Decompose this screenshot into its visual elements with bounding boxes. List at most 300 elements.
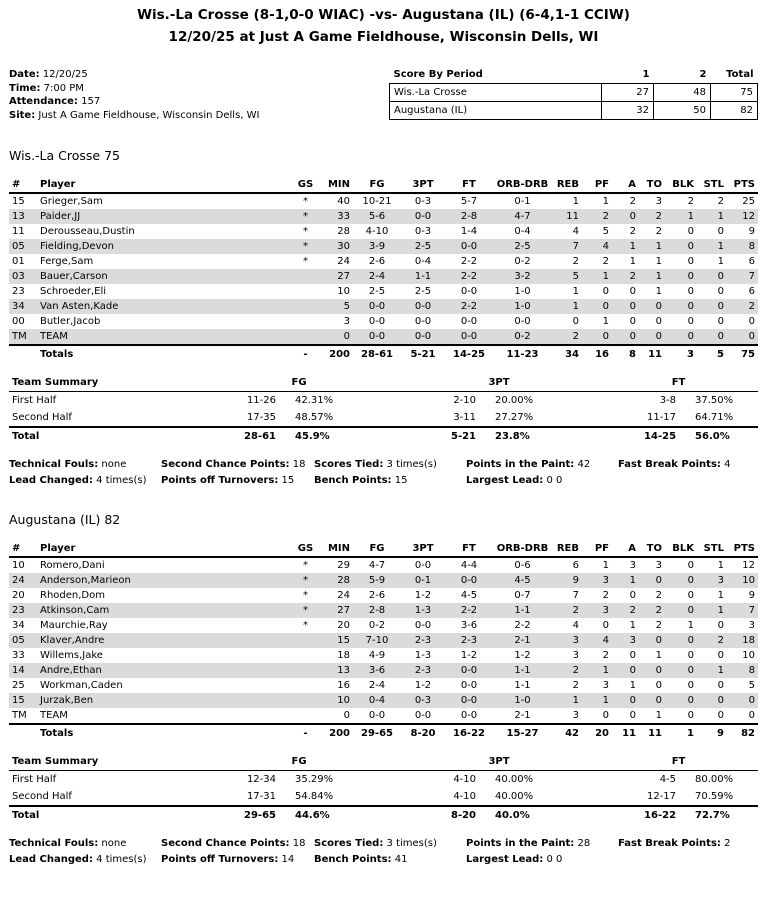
stat-cell: 2-6 [368,590,386,601]
stat-cell: 20.00% [495,394,534,406]
stat-cell: Total [9,427,199,445]
stat-cell: Andre,Ethan [37,663,292,678]
stat-cell: 1 [552,693,582,708]
stat-cell: Total [9,806,199,824]
stat-cell: 6 [748,256,755,267]
stat-cell: 8 [612,345,639,363]
box-header-row [9,177,758,193]
game-info-block [9,68,389,122]
stat-cell: 10 [742,650,755,661]
stat-cell: 2-5 [401,239,445,254]
stat-cell: 1-4 [460,226,478,237]
stat-cell: 3 [572,650,579,661]
stat-cell: 75 [711,84,758,102]
stat-cell: 0 [629,286,636,297]
note-item [161,459,314,471]
stat-cell: - [292,724,319,742]
stat-cell: 34 [12,620,25,631]
note-label: Points in the Paint: [466,459,575,470]
stat-cell: 28 [319,573,353,588]
stat-cell: 0 [717,286,724,297]
note-value: none [98,838,127,849]
score-row [390,84,758,102]
note-value: 3 times(s) [383,838,437,849]
stat-cell [292,269,319,284]
game-subtitle: 12/20/25 at Just A Game Fieldhouse, Wisconsin Dells, WI [168,29,599,45]
stat-cell: 1 [655,650,662,661]
stat-cell: 28 [337,226,350,237]
date-label: Date: [9,69,40,80]
box-col-header: 3PT [401,541,445,557]
stat-cell: 2 [639,603,665,618]
stat-cell: 5-9 [353,573,401,588]
team-notes [9,838,758,866]
stat-cell: 42.31% [295,394,334,406]
stat-cell: 40.00% [495,790,534,802]
stat-cell: 37.50% [695,394,734,406]
note-label: Points in the Paint: [466,838,575,849]
stat-cell: 8-20 [401,724,445,742]
stat-cell: 0-0 [514,316,531,327]
stat-cell: 2-5 [414,286,432,297]
time-value: 7:00 PM [43,82,84,94]
note-item [314,459,466,471]
score-col-header: Total [726,69,754,80]
stat-cell: 0 [612,663,639,678]
stat-cell: 2 [602,650,609,661]
stat-cell: TEAM [40,710,68,721]
stat-cell: 0-3 [414,196,432,207]
stat-cell: 2 [612,603,639,618]
stat-cell: 16 [582,345,612,363]
stat-cell: 8 [727,239,758,254]
stat-cell: 8 [727,663,758,678]
stat-cell: 6 [572,560,579,571]
stat-cell: 03 [9,269,37,284]
stat-cell: 14-25 [445,345,493,363]
stat-cell: 0 [687,286,694,297]
stat-cell: 0 [582,299,612,314]
stat-cell: 4-4 [460,560,478,571]
stat-cell: 1-0 [493,299,552,314]
stat-cell: 1 [639,269,665,284]
stat-cell: 0 [629,710,636,721]
stat-cell: 0 [319,329,353,345]
stat-cell: 3-6 [353,663,401,678]
box-col-header: A [612,541,639,557]
stat-cell: Second Half [12,411,72,423]
stat-cell: 0-0 [414,560,432,571]
stat-cell: 0 [629,650,636,661]
note-label: Second Chance Points: [161,838,290,849]
stat-cell: 2-4 [368,680,386,691]
stat-cell: 2-3 [401,633,445,648]
stat-cell: 7 [572,590,579,601]
box-col-header: FG [353,541,401,557]
stat-cell: 7 [727,269,758,284]
player-row [9,557,758,573]
note-label: Scores Tied: [314,838,384,849]
stat-cell: 0 [639,633,665,648]
stat-cell: * [292,573,319,588]
stat-cell: 3 [552,633,582,648]
stat-cell: Romero,Dani [40,560,105,571]
stat-cell [292,648,319,663]
stat-cell: 1 [697,239,727,254]
stat-cell: 9 [748,590,755,601]
box-col-header: ORB-DRB [493,177,552,193]
stat-cell: 4 [582,239,612,254]
box-col-header: PTS [727,177,758,193]
note-label: Scores Tied: [314,459,384,470]
attendance-label: Attendance: [9,96,78,107]
stat-cell: * [303,590,308,601]
stat-cell [292,678,319,693]
box-col-header: Player [37,177,292,193]
stat-cell: 20 [12,590,25,601]
stat-cell: 23 [12,286,25,297]
stat-cell: 0 [665,299,697,314]
note-label: Lead Changed: [9,854,93,865]
note-item [466,459,618,471]
box-col-header: REB [552,541,582,557]
note-value: 4 times(s) [92,475,147,486]
stat-cell: Totals [37,345,292,363]
box-col-header: MIN [319,177,353,193]
stat-cell: 5 [552,269,582,284]
summary-row [9,409,758,427]
stat-cell: First Half [12,394,57,406]
stat-cell: Wis.-La Crosse [390,84,602,102]
stat-cell: 1 [665,724,697,742]
attendance-value: 157 [81,96,101,107]
stat-cell: 4-5 [460,590,478,601]
stat-cell: 3 [602,680,609,691]
summary-col-header: FG [199,375,399,392]
stat-cell: * [303,560,308,571]
stat-cell: 0-2 [368,620,386,631]
stat-cell: 5-7 [460,196,478,207]
stat-cell: 3-11 [453,411,477,423]
player-row [9,588,758,603]
stat-cell: 2 [629,226,636,237]
stat-cell: 0 [665,329,697,345]
stat-cell: 0-2 [514,256,531,267]
stat-cell: Butler,Jacob [40,316,101,327]
stat-cell: 05 [9,633,37,648]
stat-cell: 40.0% [479,806,599,824]
stat-cell: 0-0 [414,620,432,631]
stat-cell: 25 [12,680,25,691]
stat-cell: 10 [12,560,25,571]
box-col-header: TO [639,541,665,557]
stat-cell: 11 [612,724,639,742]
note-label: Points off Turnovers: [161,475,279,486]
stat-cell: 27 [602,84,654,102]
stat-cell: 15 [12,196,25,207]
player-row [9,708,758,724]
stat-cell: 11 [552,209,582,224]
note-label: Points off Turnovers: [161,854,279,865]
stat-cell: 2 [552,329,582,345]
player-row [9,678,758,693]
stat-cell: 200 [319,345,353,363]
stat-cell: 11-23 [493,345,552,363]
stat-cell: 1-0 [514,286,531,297]
stat-cell: 5-21 [401,345,445,363]
stat-cell: 0 [687,256,694,267]
note-value: 15 [391,475,408,486]
stat-cell: 23.8% [479,427,599,445]
note-item [466,854,618,866]
stat-cell: 7 [727,603,758,618]
game-date [9,68,389,82]
stat-cell: * [303,226,308,237]
stat-cell: 2-5 [493,239,552,254]
stat-cell: 3 [655,560,662,571]
stat-cell: 0 [639,299,665,314]
stat-cell: 5 [748,680,755,691]
game-meta-row [9,68,758,122]
stat-cell: 2-4 [353,269,401,284]
note-spacer [618,854,758,866]
stat-cell: 4-5 [493,573,552,588]
note-value: none [98,459,127,470]
site-label: Site: [9,109,36,121]
stat-cell [292,284,319,299]
box-col-header: TO [639,177,665,193]
stat-cell: 9 [697,724,727,742]
box-col-header: # [9,541,37,557]
note-item [161,854,314,866]
stat-cell: 4 [582,633,612,648]
stat-cell: 0 [687,710,694,721]
stat-cell: 12 [742,560,755,571]
stat-cell: 2-1 [493,633,552,648]
stat-cell: 11 [639,724,665,742]
stat-cell: 0 [697,693,727,708]
box-col-header: FT [445,541,493,557]
summary-col-header: Team Summary [9,754,199,771]
note-value: 18 [289,459,306,470]
stat-cell: 1-2 [460,650,478,661]
stat-cell: 0 [665,663,697,678]
note-item [618,459,758,471]
stat-cell: 0 [697,299,727,314]
stat-cell: 2-2 [445,603,493,618]
stat-cell: 5 [319,299,353,314]
note-label: Fast Break Points: [618,838,721,849]
player-row [9,693,758,708]
stat-cell: 1 [602,316,609,327]
player-row [9,299,758,314]
note-item [466,475,618,487]
stat-cell: 16-22 [599,806,679,824]
stat-cell: 0 [687,590,694,601]
stat-cell: 11 [639,345,665,363]
stat-cell: 1 [612,573,639,588]
stat-cell: 82 [727,724,758,742]
stat-cell: 1-3 [414,650,432,661]
stat-cell: 7-10 [353,633,401,648]
box-col-header: PF [582,177,612,193]
stat-cell: 64.71% [695,411,734,423]
stat-cell: 2-6 [368,256,386,267]
box-col-header: REB [552,177,582,193]
stat-cell: 10 [337,286,350,297]
stat-cell: 2 [727,299,758,314]
stat-cell: 29-65 [353,724,401,742]
stat-cell: 56.0% [679,427,758,445]
stat-cell: Second Half [12,790,72,802]
stat-cell: 54.84% [295,790,334,802]
stat-cell: 1 [552,299,582,314]
stat-cell: 1 [572,196,579,207]
player-row [9,663,758,678]
stat-cell: 0 [748,316,755,327]
stat-cell: 24 [9,573,37,588]
stat-cell: 3-6 [460,620,478,631]
stat-cell: 17-35 [246,411,276,423]
stat-cell: 1 [717,590,724,601]
stat-cell: 11-17 [646,411,677,423]
stat-cell: 3 [665,345,697,363]
stat-cell: TM [9,329,37,345]
stat-cell: 2 [639,209,665,224]
stat-cell: 0-4 [414,256,432,267]
summary-total-row [9,427,758,445]
stat-cell: Van Asten,Kade [37,299,292,314]
stat-cell: 1 [582,693,612,708]
stat-cell: 0 [748,710,755,721]
stat-cell: 3 [629,560,636,571]
box-col-header: PTS [727,541,758,557]
player-row [9,329,758,345]
summary-header-row [9,375,758,392]
stat-cell: 11 [12,226,25,237]
note-label: Fast Break Points: [618,459,721,470]
player-row [9,314,758,329]
stat-cell: 0 [612,693,639,708]
stat-cell: 4-10 [365,226,389,237]
stat-cell: 30 [319,239,353,254]
stat-cell: 1 [602,196,609,207]
note-value: 4 [720,459,731,470]
stat-cell: 1 [639,239,665,254]
stat-cell: 33 [12,650,25,661]
summary-row [9,788,758,806]
player-row [9,254,758,269]
stat-cell: 8-20 [399,806,479,824]
stat-cell: TEAM [37,329,292,345]
stat-cell: 1 [582,269,612,284]
stat-cell: 29-65 [199,806,279,824]
stat-cell: 48 [654,84,711,102]
stat-cell: 3 [572,710,579,721]
stat-cell: 18 [337,650,350,661]
stat-cell: 2 [572,256,579,267]
stat-cell: First Half [12,773,57,785]
stat-cell: - [292,345,319,363]
stat-cell: 17-31 [246,790,276,802]
stat-cell: 4-7 [493,209,552,224]
stat-cell: 2-2 [514,620,531,631]
stat-cell: 9 [552,573,582,588]
stat-cell: 0 [697,329,727,345]
stat-cell: 3 [748,620,755,631]
stat-cell: 12-34 [246,773,276,785]
note-item [466,838,618,850]
stat-cell: 2-2 [445,269,493,284]
stat-cell: 0 [629,590,636,601]
stat-cell: Jurzak,Ben [37,693,292,708]
stat-cell: Rhoden,Dom [40,590,105,601]
note-value: 14 [278,854,295,865]
stat-cell: 0 [717,680,724,691]
stat-cell: 0-0 [460,286,478,297]
stat-cell: 1 [665,209,697,224]
stat-cell: 80.00% [695,773,734,785]
note-label: Technical Fouls: [9,838,99,849]
score-by-period-table [389,68,758,120]
stat-cell: 75 [727,345,758,363]
note-item [314,854,466,866]
stat-cell: 0 [727,329,758,345]
box-col-header: A [612,177,639,193]
stat-cell: Bauer,Carson [37,269,292,284]
stat-cell: 4-7 [368,560,386,571]
stat-cell: 0 [665,573,697,588]
stat-cell: 5 [697,345,727,363]
stat-cell: 2 [697,633,727,648]
stat-cell: 1-3 [401,603,445,618]
note-value: 41 [391,854,408,865]
stat-cell: 40.00% [495,773,534,785]
stat-cell: 23 [9,603,37,618]
team-summary-table [9,754,758,824]
player-row [9,633,758,648]
score-row [390,102,758,120]
stat-cell: 1 [602,560,609,571]
stat-cell: 34 [9,299,37,314]
player-row [9,224,758,239]
score-header-row [390,68,758,84]
player-row [9,239,758,254]
stat-cell: 50 [654,102,711,120]
stat-cell: 0 [717,650,724,661]
box-col-header: GS [292,177,319,193]
stat-cell: Ferge,Sam [40,256,94,267]
note-value: 15 [278,475,295,486]
totals-row [9,724,758,742]
stat-cell: 2-3 [401,663,445,678]
stat-cell [292,299,319,314]
stat-cell: 0 [697,269,727,284]
stat-cell: 0 [665,603,697,618]
note-label: Largest Lead: [466,854,544,865]
stat-cell: Klaver,Andre [37,633,292,648]
stat-cell: 45.9% [279,427,399,445]
stat-cell: 3 [612,633,639,648]
stat-cell: 1-2 [414,590,432,601]
stat-cell: 4-10 [453,773,477,785]
stat-cell: 0-4 [353,693,401,708]
box-col-header: Player [37,541,292,557]
stat-cell: 4 [572,620,579,631]
stat-cell: 0 [612,209,639,224]
note-item [618,838,758,850]
stat-cell: 6 [748,286,755,297]
